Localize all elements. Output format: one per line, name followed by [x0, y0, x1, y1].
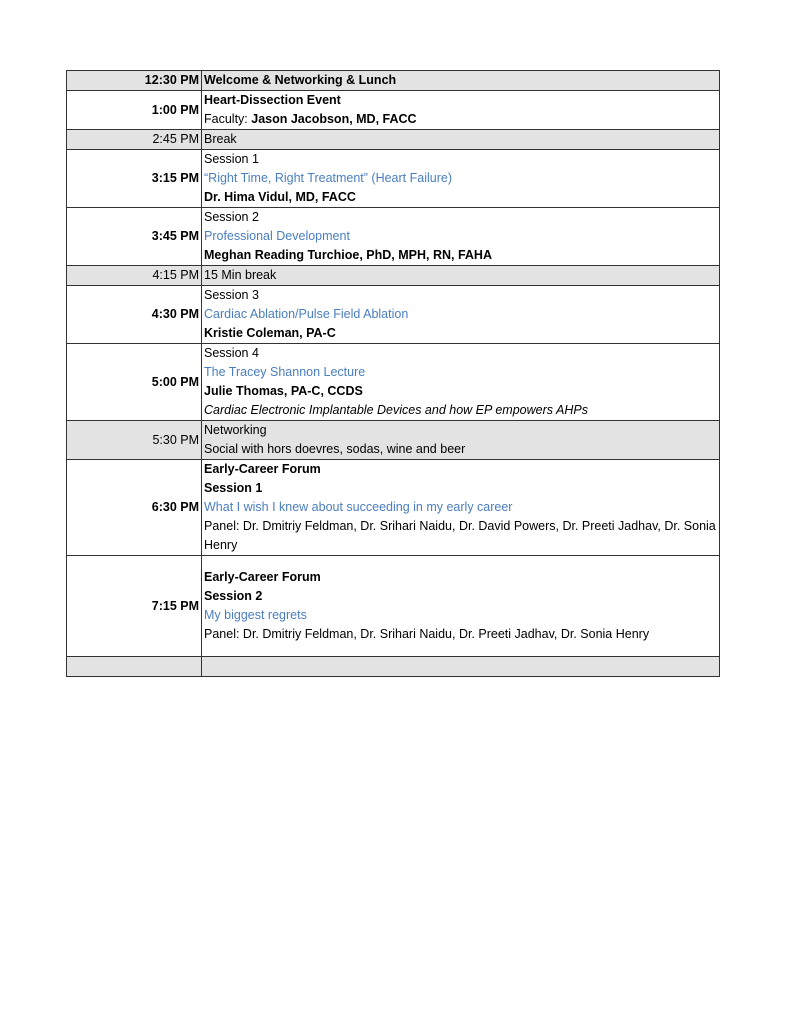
event-title: 15 Min break: [204, 268, 277, 282]
faculty-line: [204, 110, 717, 129]
session-topic: “Right Time, Right Treatment” (Heart Failure): [204, 171, 452, 185]
schedule-row-245: [67, 130, 720, 150]
session-speaker: Kristie Coleman, PA-C: [204, 326, 336, 340]
row-content: [202, 460, 720, 556]
session-label: Session 1: [204, 481, 263, 495]
schedule-table: [66, 70, 720, 677]
schedule-row-315: [67, 150, 720, 208]
faculty-name: Jason Jacobson, MD, FACC: [251, 112, 417, 126]
session-topic: What I wish I knew about succeeding in my early career: [204, 500, 513, 514]
row-content: [202, 344, 720, 421]
row-time: [67, 657, 202, 677]
event-title: Break: [204, 132, 237, 146]
row-time: 4:15 PM: [67, 266, 202, 286]
schedule-row-345: [67, 208, 720, 266]
schedule-row-430: [67, 286, 720, 344]
row-time: 5:30 PM: [67, 421, 202, 460]
row-content: [202, 150, 720, 208]
schedule-row-630: [67, 460, 720, 556]
schedule-row-715: [67, 556, 720, 657]
schedule-row-415: [67, 266, 720, 286]
session-topic: Professional Development: [204, 229, 350, 243]
session-speaker: Meghan Reading Turchioe, PhD, MPH, RN, FAHA: [204, 248, 492, 262]
row-content: [202, 71, 720, 91]
session-speaker: Julie Thomas, PA-C, CCDS: [204, 384, 363, 398]
row-content: [202, 657, 720, 677]
session-panel: Panel: Dr. Dmitriy Feldman, Dr. Srihari Naidu, Dr. Preeti Jadhav, Dr. Sonia Henry: [204, 627, 650, 641]
session-label: Session 2: [204, 210, 259, 224]
row-time: 12:30 PM: [67, 71, 202, 91]
session-topic: Cardiac Ablation/Pulse Field Ablation: [204, 307, 409, 321]
row-time: 7:15 PM: [67, 556, 202, 657]
session-label: Session 4: [204, 346, 259, 360]
forum-title: Early-Career Forum: [204, 570, 321, 584]
row-spacer: [204, 556, 717, 568]
row-content: [202, 421, 720, 460]
schedule-row-530: [67, 421, 720, 460]
session-topic: The Tracey Shannon Lecture: [204, 365, 366, 379]
row-time: 3:45 PM: [67, 208, 202, 266]
row-content: [202, 556, 720, 657]
event-title: Welcome & Networking & Lunch: [204, 73, 397, 87]
schedule-row-empty: [67, 657, 720, 677]
schedule-row-100: [67, 91, 720, 130]
row-spacer: [204, 644, 717, 656]
forum-title: Early-Career Forum: [204, 462, 321, 476]
row-content: [202, 130, 720, 150]
row-content: [202, 266, 720, 286]
row-time: 4:30 PM: [67, 286, 202, 344]
event-title: Networking: [204, 423, 267, 437]
session-label: Session 1: [204, 152, 259, 166]
row-content: [202, 208, 720, 266]
row-time: 6:30 PM: [67, 460, 202, 556]
session-topic: My biggest regrets: [204, 608, 307, 622]
row-time: 2:45 PM: [67, 130, 202, 150]
row-time: 3:15 PM: [67, 150, 202, 208]
schedule-row-1230: [67, 71, 720, 91]
row-content: [202, 286, 720, 344]
event-detail: Social with hors doevres, sodas, wine and beer: [204, 442, 466, 456]
session-subtopic: Cardiac Electronic Implantable Devices and how EP empowers AHPs: [204, 403, 588, 417]
session-label: Session 3: [204, 288, 259, 302]
session-label: Session 2: [204, 589, 263, 603]
row-time: 1:00 PM: [67, 91, 202, 130]
faculty-label: Faculty:: [204, 112, 252, 126]
schedule-row-500: [67, 344, 720, 421]
session-speaker: Dr. Hima Vidul, MD, FACC: [204, 190, 356, 204]
session-panel: Panel: Dr. Dmitriy Feldman, Dr. Srihari Naidu, Dr. David Powers, Dr. Preeti Jadhav, Dr. Sonia Henry: [204, 519, 716, 552]
row-time: 5:00 PM: [67, 344, 202, 421]
event-title: Heart-Dissection Event: [204, 93, 341, 107]
row-content: [202, 91, 720, 130]
